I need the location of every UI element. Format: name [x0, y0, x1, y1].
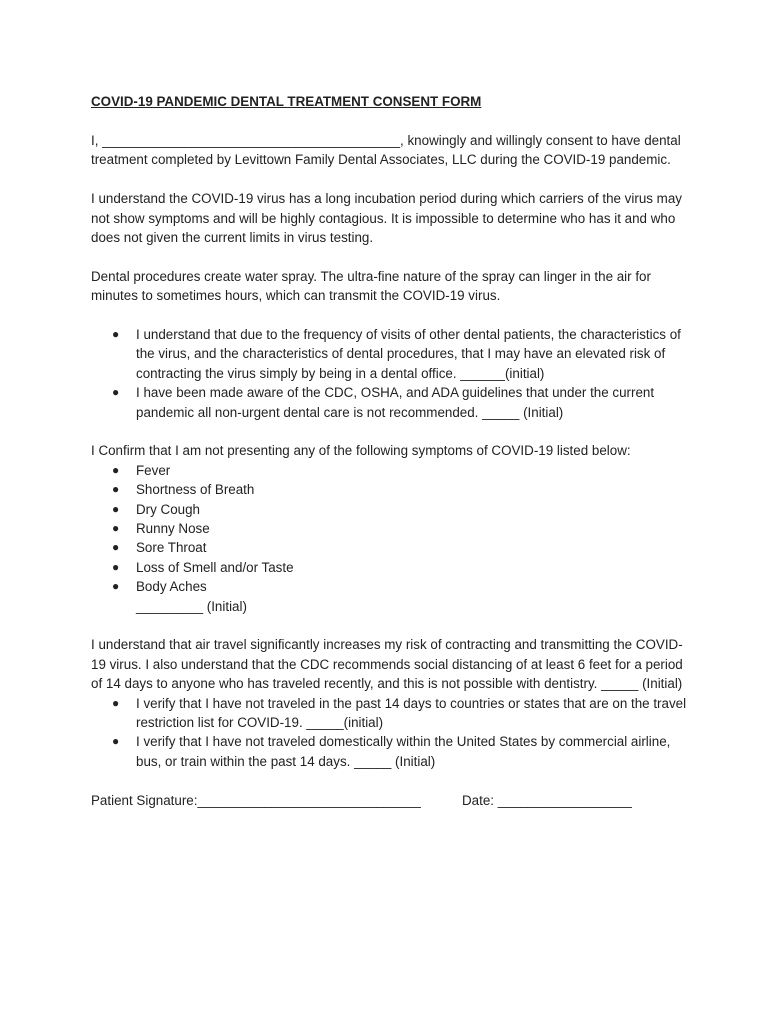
symptoms-list: [91, 461, 691, 597]
risk-item-text: I have been made aware of the CDC, OSHA, and ADA guidelines that under the current pandemic all non-urgent dental care is not recommended. _____ (Initial): [136, 385, 655, 420]
list-item: [91, 383, 691, 422]
bullet-icon: ●: [112, 520, 120, 535]
travel-list: [91, 694, 691, 772]
travel-section: [91, 635, 691, 771]
list-item: [91, 480, 691, 499]
consent-paragraph: I, ________________________________________, knowingly and willingly consent to have dental treatment completed by Levittown Family Dental Associates, LLC during the COVID-19 pandemic.: [91, 132, 681, 168]
symptom-text: Dry Cough: [136, 501, 201, 517]
signature-row: [91, 791, 691, 811]
symptoms-initial-line[interactable]: _________ (Initial): [136, 598, 247, 614]
bullet-icon: ●: [112, 579, 120, 594]
consent-form-page: [91, 92, 691, 811]
travel-item-text: I verify that I have not traveled domestically within the United States by commercial airline, bus, or train within the past 14 days. _____ (Initial): [136, 734, 671, 769]
symptom-text: Sore Throat: [136, 540, 207, 556]
symptom-text: Shortness of Breath: [136, 482, 255, 498]
symptom-text: Fever: [136, 462, 171, 478]
date-field[interactable]: Date: __________________: [462, 792, 632, 808]
incubation-paragraph: I understand the COVID-19 virus has a long incubation period during which carriers of the virus may not show symptoms and will be highly contagious. It is impossible to determine who has it and who does not given the current limits in virus testing.: [91, 191, 682, 245]
list-item: [91, 500, 691, 519]
list-item: [91, 461, 691, 480]
symptom-text: Body Aches: [136, 579, 207, 595]
symptom-text: Runny Nose: [136, 520, 210, 536]
bullet-icon: ●: [112, 540, 120, 555]
bullet-icon: ●: [112, 462, 120, 477]
patient-signature-field[interactable]: Patient Signature:______________________________: [91, 792, 421, 808]
list-item: [91, 694, 691, 733]
bullet-icon: ●: [112, 734, 120, 749]
list-item: [91, 732, 691, 771]
list-item: [91, 577, 691, 596]
list-item: [91, 519, 691, 538]
symptom-text: Loss of Smell and/or Taste: [136, 559, 294, 575]
form-title: COVID-19 PANDEMIC DENTAL TREATMENT CONSENT FORM: [91, 94, 482, 109]
travel-item-text: I verify that I have not traveled in the past 14 days to countries or states that are on the travel restriction list for COVID-19. _____(initial): [136, 695, 687, 731]
bullet-icon: ●: [112, 482, 120, 497]
bullet-icon: ●: [112, 385, 120, 400]
risk-item-text: I understand that due to the frequency of visits of other dental patients, the characteristics of the virus, and the characteristics of dental procedures, that I may have an elevated risk of contracting the virus simply by being in a dental office. ______(initial): [136, 326, 681, 381]
bullet-icon: ●: [112, 559, 120, 574]
list-item: [91, 538, 691, 557]
list-item: [91, 558, 691, 577]
travel-intro: I understand that air travel significantly increases my risk of contracting and transmitting the COVID-19 virus. I also understand that the CDC recommends social distancing of at least 6 feet for a period of 14 days to anyone who has traveled recently, and this is not possible with dentistry. _____ (Initial): [91, 637, 683, 692]
bullet-icon: ●: [112, 695, 120, 710]
spray-paragraph: Dental procedures create water spray. The ultra-fine nature of the spray can linger in the air for minutes to sometimes hours, which can transmit the COVID-19 virus.: [91, 268, 651, 304]
bullet-icon: ●: [112, 326, 120, 341]
symptoms-section: [91, 441, 691, 616]
bullet-icon: ●: [112, 501, 120, 516]
risk-list: [91, 325, 691, 422]
list-item: [91, 325, 691, 383]
symptoms-intro: I Confirm that I am not presenting any of the following symptoms of COVID-19 listed below:: [91, 443, 631, 459]
